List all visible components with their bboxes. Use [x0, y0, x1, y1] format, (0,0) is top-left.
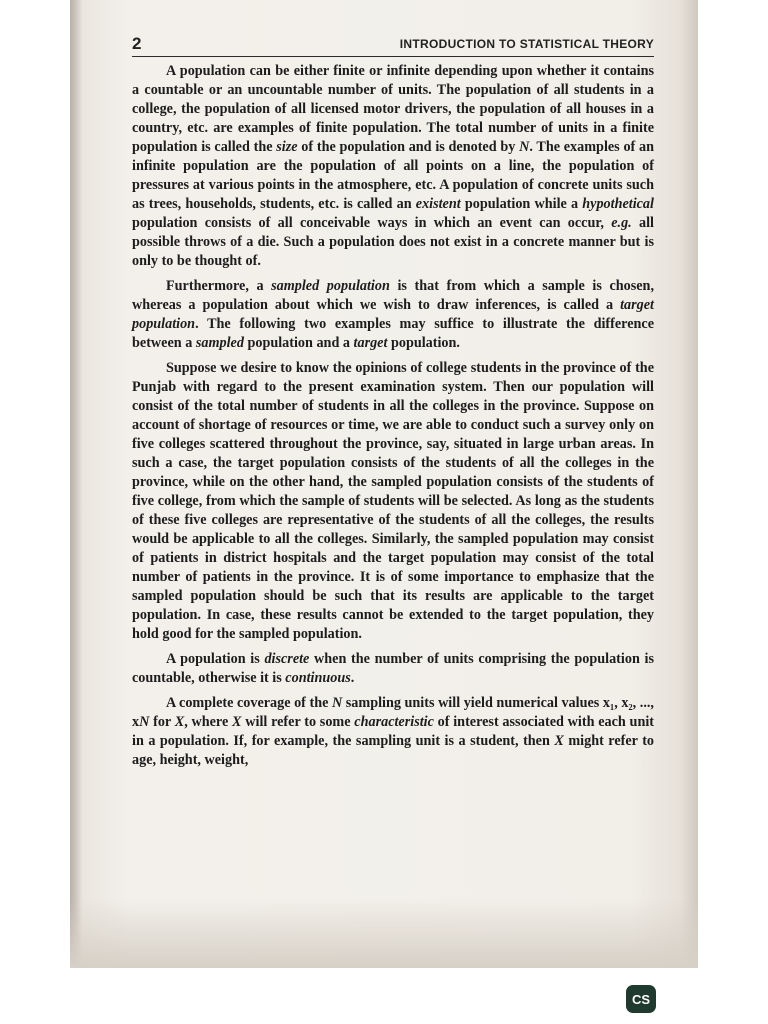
- body-text: [132, 62, 654, 776]
- paragraph-discrete-continuous: A population is discrete when the number of units comprising the population is countable, otherwise it is continuous.: [132, 651, 654, 686]
- paragraph-sampled-target: Furthermore, a sampled population is that from which a sample is chosen, whereas a population about which we wish to draw inferences, is called a target population. The following two examples may suffice to illustrate the difference between a sampled population and a target population.: [132, 278, 654, 351]
- page-number: 2: [132, 34, 142, 53]
- scanned-page: [70, 0, 698, 968]
- page-header: [132, 34, 654, 57]
- paragraph-example-punjab: Suppose we desire to know the opinions of college students in the province of the Punjab with regard to the present examination system. Then our population will consist of the total number of students in all the colleges in the province. Suppose on account of shortage of resources or time, we are able to conduct such a survey only on five colleges scattered throughout the province, say, situated in large urban areas. In such a case, the target population consists of the students of all the colleges in the province, while on the other hand, the sampled population consists of the students of five college, from which the sample of students will be selected. As long as the students of these five colleges are representative of the students of all the colleges, the results would be applicable to all the colleges. Similarly, the sampled population may consist of patients in district hospitals and the target population may consist of the total number of patients in the province. It is of some importance to emphasize that the sampled population should be such that its results are applicable to the target population. In case, these results cannot be extended to the target population, they hold good for the sampled population.: [132, 360, 654, 642]
- camscanner-logo-icon: CS: [626, 985, 656, 1013]
- paragraph-complete-coverage: A complete coverage of the N sampling units will yield numerical values x₁, x₂, ..., xN for X, where X will refer to some characteristic of interest associated with each unit in a population. If, for example, the sampling unit is a student, then X might refer to age, height, weight,: [132, 695, 655, 768]
- paragraph-finite-infinite: A population can be either finite or infinite depending upon whether it contains a countable or an uncountable number of units. The population of all students in a college, the population of all licensed motor drivers, the population of all houses in a country, etc. are examples of finite population. The total number of units in a finite population is called the size of the population and is denoted by N. The examples of an infinite population are the population of all points on a line, the population of pressures at various points in the atmosphere, etc. A population of concrete units such as trees, households, students, etc. is called an existent population while a hypothetical population consists of all conceivable ways in which an event can occur, e.g. all possible throws of a die. Such a population does not exist in a concrete manner but is only to be thought of.: [132, 63, 654, 269]
- running-head: INTRODUCTION TO STATISTICAL THEORY: [399, 37, 654, 51]
